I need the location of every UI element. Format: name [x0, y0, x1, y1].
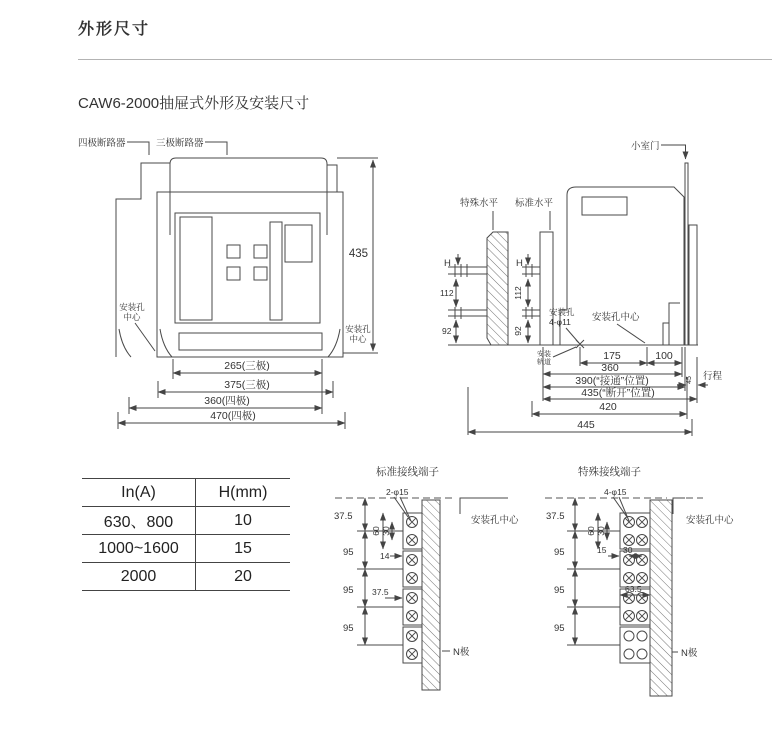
- mount-center-label-group: [592, 311, 645, 343]
- cell-height: 10: [196, 507, 291, 535]
- side-view-drawing: [440, 133, 779, 443]
- spec-n-pole-label: N极: [681, 648, 698, 659]
- std-n-pole-group: [442, 646, 470, 658]
- dim-95: 95: [343, 585, 354, 596]
- drawing-subtitle: CAW6-2000抽屉式外形及安装尺寸: [78, 95, 310, 112]
- spec-mount-center-label: 安装孔中心: [686, 515, 734, 526]
- three-pole-label: 三极断路器: [156, 138, 204, 149]
- dim-360: 360: [601, 362, 619, 374]
- table-row: [82, 563, 290, 591]
- mount-center-left-2: 中心: [123, 312, 141, 322]
- mount-center-right-label: [345, 324, 371, 344]
- dim-390-on: 390(“接通”位置): [575, 375, 649, 387]
- front-view-drawing: [75, 133, 387, 435]
- spec-terminal-panel: [650, 500, 672, 696]
- dim-92-left: 92: [442, 326, 452, 336]
- rail-label-2: 轨道: [537, 359, 551, 366]
- mount-center-label: 安装孔中心: [592, 312, 640, 323]
- dim-265-3p: 265(三极): [224, 360, 270, 372]
- dim-60-rot: 60: [371, 526, 381, 536]
- std-n-pole-label: N极: [453, 647, 470, 658]
- special-terminal-title: 特殊接线端子: [578, 466, 641, 478]
- cell-height: 15: [196, 535, 291, 563]
- dim-30-rot: 30: [596, 526, 606, 536]
- mount-center-left-label: [119, 302, 155, 351]
- dim-60-rot: 60: [586, 526, 596, 536]
- mount-center-left-1: 安装孔: [119, 302, 145, 312]
- dim-95: 95: [554, 585, 565, 596]
- rail-label-1: 安装: [537, 351, 551, 358]
- dim-420: 420: [599, 401, 617, 413]
- travel-label: 行程: [703, 371, 723, 382]
- dim-100: 100: [655, 350, 673, 362]
- chamber-door: [685, 163, 688, 345]
- dim-63-5: 63.5: [625, 584, 642, 594]
- mount-center-right-2: 中心: [349, 334, 367, 344]
- dim-112-left: 112: [440, 288, 454, 298]
- dim-15: 15: [597, 545, 607, 555]
- special-level-label: 特殊水平: [460, 198, 499, 209]
- table-header-height: H(mm): [196, 479, 291, 507]
- standard-terminal-title: 标准接线端子: [376, 466, 439, 478]
- std-mount-center-label: 安装孔中心: [471, 515, 519, 526]
- h-dim-right: H: [516, 258, 523, 269]
- dim-95: 95: [554, 547, 565, 558]
- standard-level-label: 标准水平: [515, 198, 554, 209]
- spec-n-pole-group: [672, 647, 698, 659]
- page-title: 外形尺寸: [78, 21, 151, 38]
- level-labels: [460, 197, 554, 230]
- mount-hole-label-1: 安装孔: [549, 307, 575, 317]
- dim-95: 95: [343, 623, 354, 634]
- std-mount-center-group: [471, 514, 519, 526]
- side-bottom-dims: [468, 347, 723, 436]
- dim-30: 30: [623, 545, 633, 555]
- door-label-group: [631, 140, 686, 159]
- std-holes-label: 2-φ15: [386, 487, 409, 497]
- dim-37-5-inner: 37.5: [372, 587, 389, 597]
- mount-hole-label-2: 4-φ11: [549, 317, 571, 327]
- table-header-row: [82, 479, 290, 507]
- std-terminal-blocks: [403, 513, 422, 663]
- cell-height: 20: [196, 563, 291, 591]
- cell-current: 1000~1600: [82, 535, 196, 563]
- dim-37-5: 37.5: [334, 511, 353, 522]
- cell-current: 630、800: [82, 507, 196, 535]
- table-row: [82, 535, 290, 563]
- dim-375-3p: 375(三极): [224, 379, 270, 391]
- special-terminal-drawing: [545, 455, 779, 705]
- special-level-busbar: [487, 232, 508, 345]
- dim-height-435: 435: [348, 248, 368, 260]
- divider-line: [78, 59, 772, 60]
- spec-mount-center-group: [686, 514, 734, 526]
- dim-470-4p: 470(四极): [210, 410, 256, 422]
- dim-95: 95: [343, 547, 354, 558]
- dim-445: 445: [577, 419, 595, 431]
- breaker-face-panel: [175, 213, 322, 350]
- dim-360-4p: 360(四极): [204, 395, 250, 407]
- door-label: 小室门: [631, 141, 660, 152]
- standard-terminal-drawing: [330, 455, 545, 705]
- four-pole-label: 四极断路器: [78, 138, 126, 149]
- three-pole-outline: [157, 158, 343, 357]
- dim-175: 175: [603, 350, 621, 362]
- cell-current: 2000: [82, 563, 196, 591]
- dim-37-5: 37.5: [546, 511, 565, 522]
- mount-center-right-1: 安装孔: [345, 324, 371, 334]
- dim-92-rot: 92: [513, 326, 523, 336]
- cradle-panel: [689, 225, 697, 345]
- std-terminal-panel: [422, 500, 440, 690]
- h-dim-left: H: [444, 258, 451, 269]
- dim-95: 95: [554, 623, 565, 634]
- table-row: [82, 507, 290, 535]
- dim-14: 14: [380, 551, 390, 561]
- pole-labels: [78, 137, 227, 155]
- spec-holes-label: 4-φ15: [604, 487, 627, 497]
- table-header-current: In(A): [82, 479, 196, 507]
- dim-435-off: 435(“断开”位置): [581, 387, 655, 399]
- dim-travel-45: 45: [686, 376, 693, 384]
- dim-30-rot: 30: [381, 526, 391, 536]
- current-height-table: [82, 478, 290, 591]
- standard-level-plate: [540, 232, 553, 345]
- dim-112-rot: 112: [513, 286, 523, 300]
